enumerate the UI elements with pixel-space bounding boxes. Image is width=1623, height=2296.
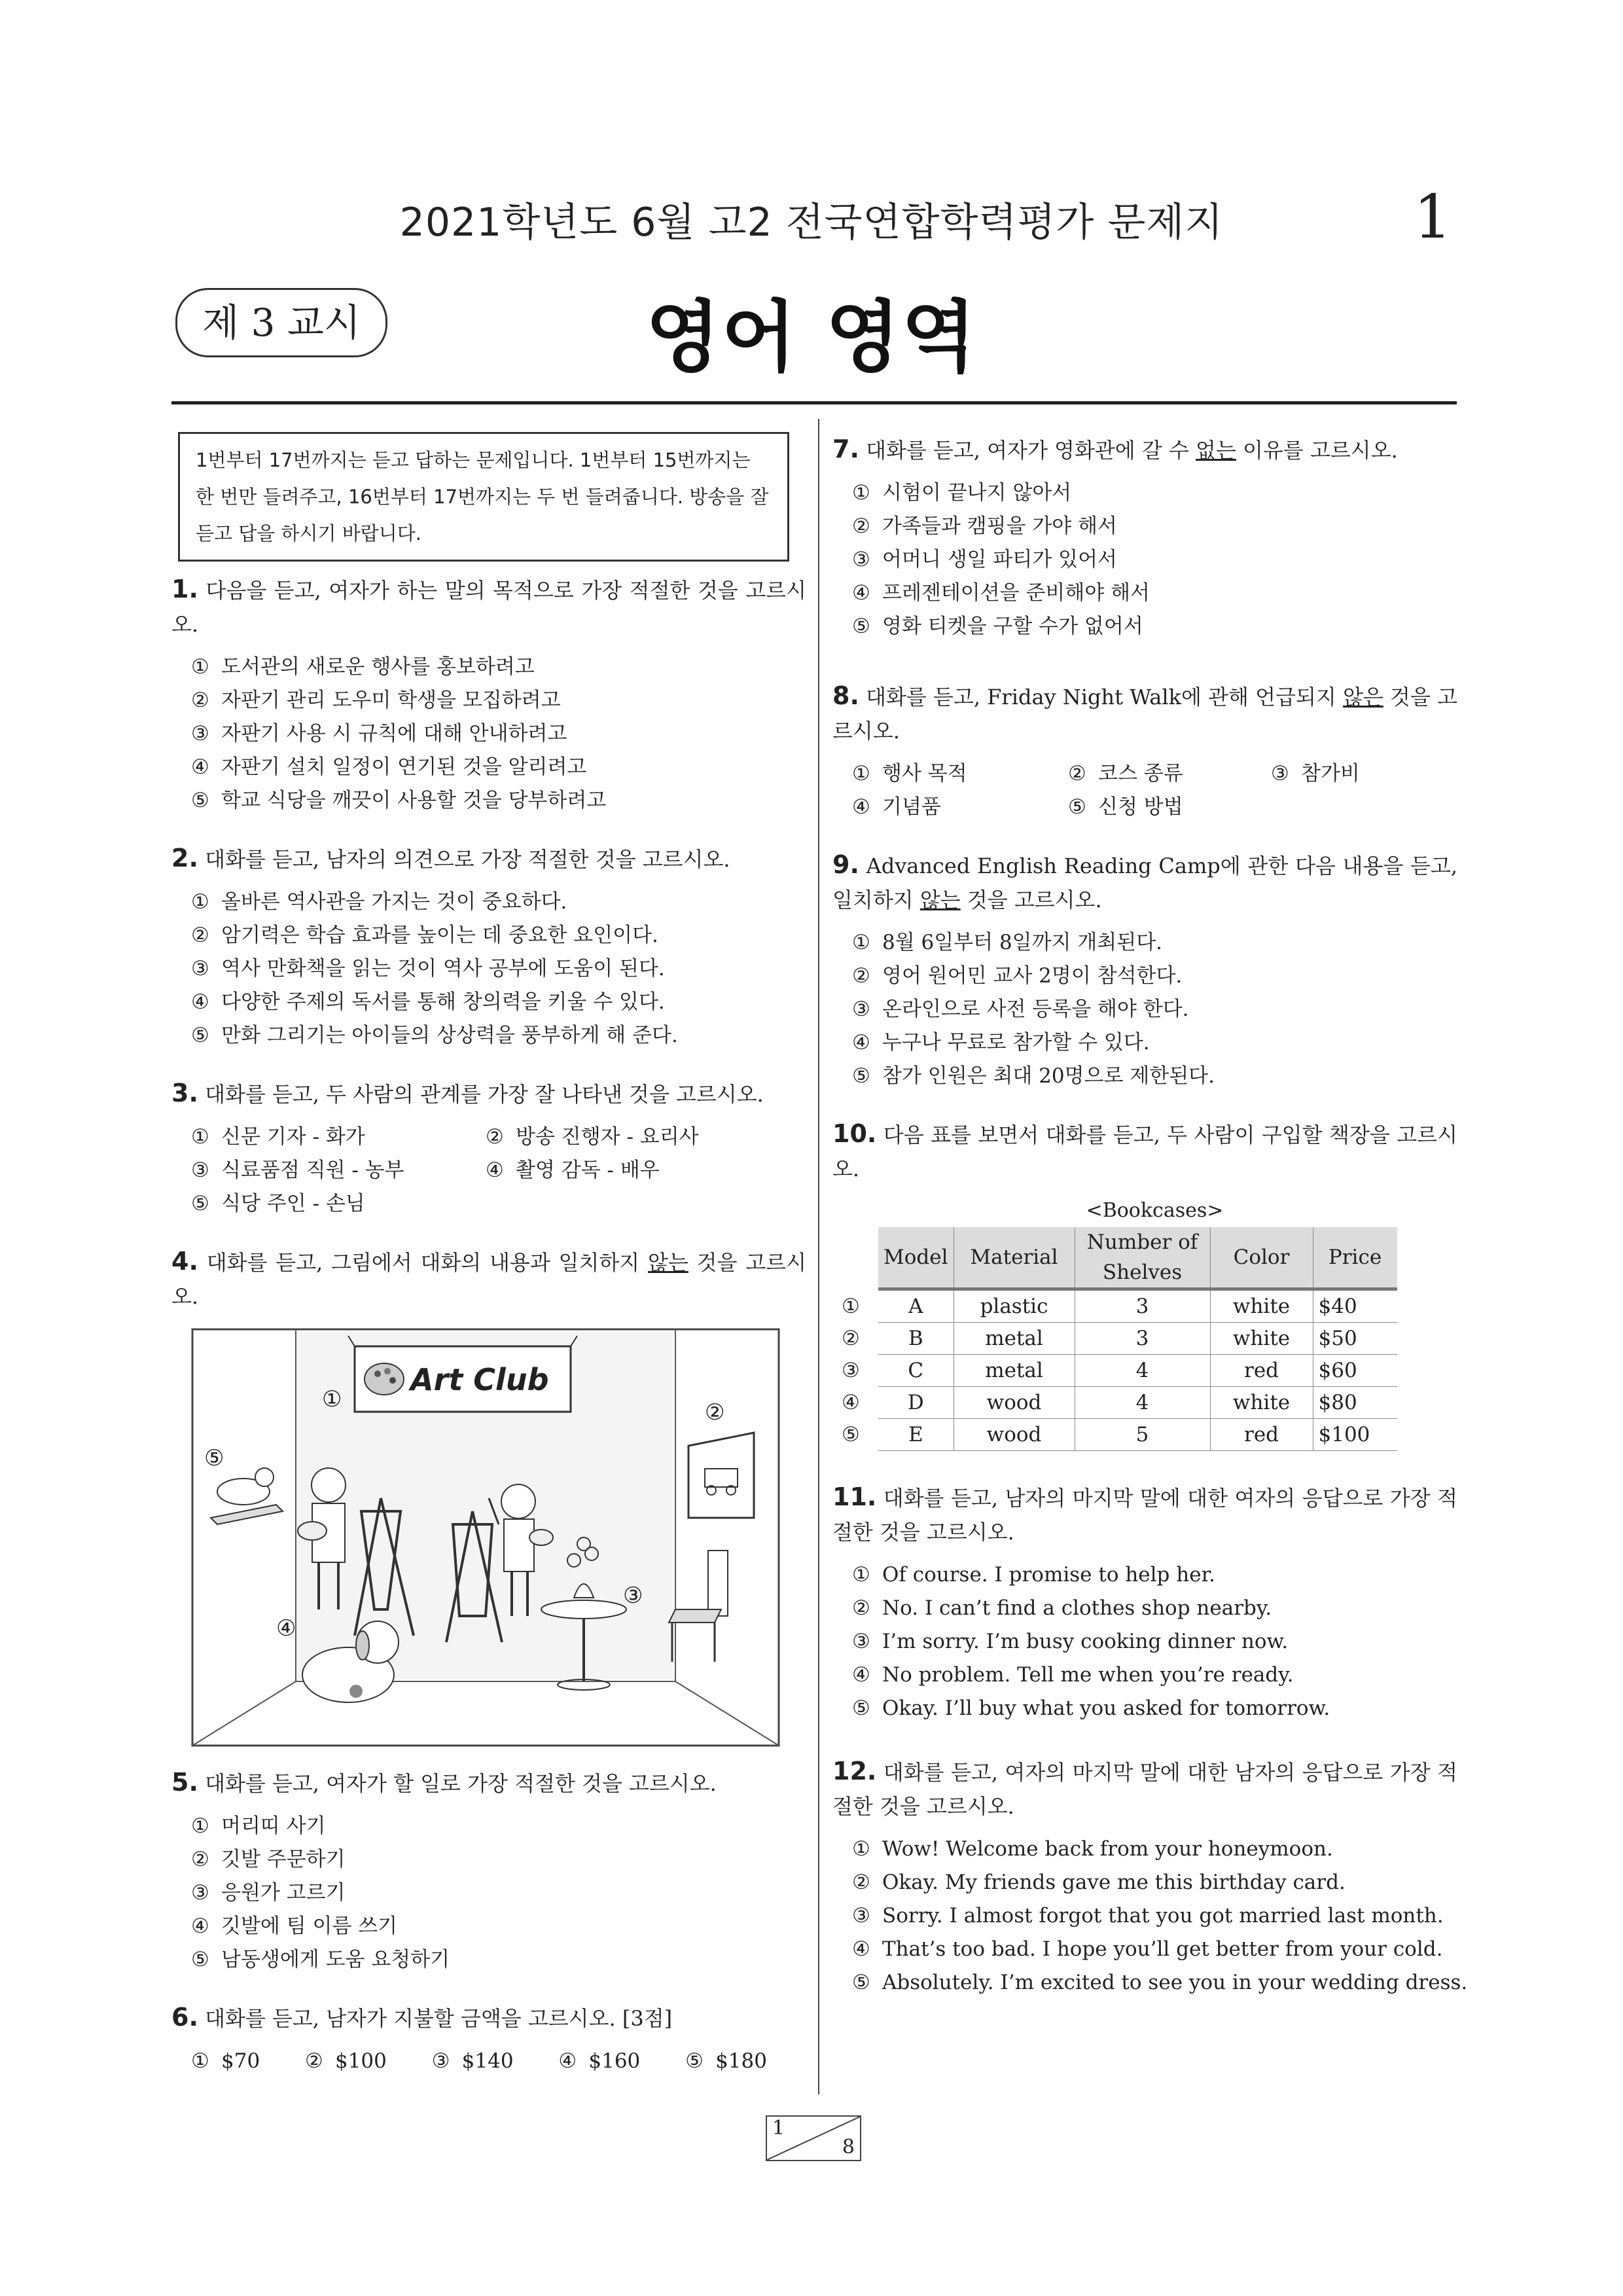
option-text: 응원가 고르기 bbox=[221, 1881, 346, 1905]
option-3[interactable] bbox=[191, 717, 806, 751]
question-8 bbox=[832, 679, 1457, 824]
row-marker: ② bbox=[842, 1327, 860, 1350]
option-marker: ④ bbox=[558, 2049, 577, 2073]
question-7 bbox=[832, 432, 1457, 643]
question-stem bbox=[832, 1117, 1457, 1186]
table-row[interactable] bbox=[878, 1289, 1397, 1323]
options bbox=[832, 926, 1457, 1093]
question-10 bbox=[832, 1117, 1457, 1451]
option-text: 신문 기자 - 화가 bbox=[221, 1125, 365, 1149]
option-text: No. I can’t find a clothes shop nearby. bbox=[882, 1596, 1272, 1620]
question-text-end: 이유를 고르시오. bbox=[1236, 438, 1398, 463]
option-marker: ② bbox=[852, 514, 870, 538]
option-text: 남동생에게 도움 요청하기 bbox=[221, 1948, 450, 1971]
question-text: 대화를 듣고, 여자의 마지막 말에 대한 남자의 응답으로 가장 적절한 것을 고르시오. bbox=[832, 1760, 1457, 1819]
option-marker: ④ bbox=[852, 581, 870, 605]
option-text: 올바른 역사관을 가지는 것이 중요하다. bbox=[221, 890, 567, 914]
option-2[interactable] bbox=[852, 510, 1457, 543]
option-text: Okay. I’ll buy what you asked for tomorrow. bbox=[882, 1696, 1330, 1720]
option-marker: ① bbox=[852, 1837, 870, 1861]
question-stem bbox=[832, 432, 1457, 467]
option-marker: ⑤ bbox=[852, 1064, 870, 1088]
option-5[interactable] bbox=[685, 2045, 767, 2078]
question-number: 11. bbox=[832, 1482, 877, 1511]
option-marker: ② bbox=[852, 1871, 870, 1894]
option-text: 코스 종류 bbox=[1098, 762, 1183, 785]
option-marker: ② bbox=[304, 2049, 323, 2073]
option-marker: ② bbox=[191, 1848, 209, 1871]
option-text: $100 bbox=[334, 2049, 387, 2073]
option-marker: ④ bbox=[191, 755, 209, 779]
table-title: <Bookcases> bbox=[1086, 1199, 1224, 1222]
subject-title: 영어 영역 bbox=[645, 292, 978, 382]
options bbox=[171, 2045, 767, 2078]
question-text: 대화를 듣고, 여자가 할 일로 가장 적절한 것을 고르시오. bbox=[205, 1771, 717, 1796]
option-marker: ④ bbox=[852, 1663, 870, 1687]
option-4[interactable] bbox=[852, 791, 1068, 824]
option-marker: ④ bbox=[852, 1937, 870, 1961]
option-text: 기념품 bbox=[882, 795, 941, 819]
option-marker: ① bbox=[852, 1563, 870, 1587]
question-4 bbox=[171, 1244, 806, 1749]
cell-price: $40 bbox=[1313, 1289, 1397, 1323]
right-column bbox=[832, 432, 1468, 2000]
option-marker: ① bbox=[191, 1814, 209, 1838]
underlined-word: 않는 bbox=[648, 1250, 688, 1275]
options bbox=[171, 1121, 806, 1221]
option-text: $160 bbox=[588, 2049, 641, 2073]
option-text: 만화 그리기는 아이들의 상상력을 풍부하게 해 준다. bbox=[221, 1024, 678, 1047]
art-club-picture bbox=[191, 1328, 780, 1747]
sign-text: Art Club bbox=[410, 1362, 549, 1397]
option-2[interactable] bbox=[191, 1843, 806, 1876]
option-1[interactable] bbox=[191, 651, 806, 684]
cell-color: white bbox=[1210, 1387, 1313, 1419]
header-price: Price bbox=[1313, 1227, 1397, 1289]
question-number: 8. bbox=[832, 681, 859, 710]
option-1[interactable] bbox=[852, 1833, 1457, 1866]
table-row[interactable] bbox=[878, 1355, 1397, 1387]
option-marker: ③ bbox=[191, 957, 209, 980]
total-pages: 8 bbox=[842, 2136, 855, 2159]
question-stem bbox=[171, 572, 806, 641]
cell-model bbox=[842, 1289, 954, 1323]
option-text: 영어 원어민 교사 2명이 참석한다. bbox=[882, 964, 1183, 988]
option-text: 깃발에 팀 이름 쓰기 bbox=[221, 1914, 398, 1938]
option-text: Okay. My friends gave me this birthday card. bbox=[882, 1871, 1346, 1894]
cell-model bbox=[842, 1355, 954, 1387]
question-12 bbox=[832, 1754, 1468, 2000]
row-marker: ① bbox=[842, 1295, 860, 1318]
option-marker: ④ bbox=[191, 990, 209, 1014]
option-5[interactable] bbox=[191, 1019, 806, 1052]
option-marker: ① bbox=[191, 890, 209, 914]
options bbox=[832, 1558, 1457, 1725]
question-text: 대화를 듣고, 남자가 지불할 금액을 고르시오. [3점] bbox=[205, 2006, 673, 2031]
option-marker: ④ bbox=[486, 1158, 504, 1182]
option-2[interactable] bbox=[852, 960, 1457, 993]
page-number: 1 bbox=[1414, 182, 1452, 252]
option-3[interactable] bbox=[1271, 757, 1454, 791]
option-5[interactable] bbox=[852, 1060, 1457, 1093]
option-marker: ② bbox=[1068, 762, 1086, 785]
option-marker: ① bbox=[852, 481, 870, 505]
cell-shelves: 5 bbox=[1075, 1419, 1210, 1451]
option-marker: ⑤ bbox=[1068, 795, 1086, 819]
cell-model bbox=[842, 1387, 954, 1419]
left-column bbox=[171, 432, 806, 2078]
option-marker: ② bbox=[486, 1125, 504, 1149]
current-page: 1 bbox=[772, 2117, 785, 2140]
option-4[interactable] bbox=[191, 986, 806, 1019]
option-marker: ③ bbox=[431, 2049, 450, 2073]
header-model: Model bbox=[878, 1227, 954, 1289]
option-text: 깃발 주문하기 bbox=[221, 1848, 346, 1871]
option-2[interactable] bbox=[486, 1121, 780, 1154]
option-1[interactable] bbox=[852, 926, 1457, 960]
cell-color: red bbox=[1210, 1355, 1313, 1387]
cell-price: $50 bbox=[1313, 1323, 1397, 1355]
question-3 bbox=[171, 1076, 806, 1221]
option-marker: ③ bbox=[191, 1881, 209, 1905]
option-3[interactable] bbox=[852, 1899, 1457, 1933]
option-text: 프레젠테이션을 준비해야 해서 bbox=[882, 581, 1150, 605]
option-text: 누구나 무료로 참가할 수 있다. bbox=[882, 1031, 1150, 1054]
option-marker: ③ bbox=[852, 1630, 870, 1653]
header-color: Color bbox=[1210, 1227, 1313, 1289]
question-text: 다음 표를 보면서 대화를 듣고, 두 사람이 구입할 책장을 고르시오. bbox=[832, 1122, 1457, 1181]
table-row[interactable] bbox=[878, 1387, 1397, 1419]
question-text: 대화를 듣고, 여자가 영화관에 갈 수 bbox=[866, 438, 1196, 463]
question-number: 12. bbox=[832, 1757, 877, 1785]
question-stem bbox=[171, 1244, 806, 1314]
question-stem bbox=[171, 841, 806, 876]
option-text: 암기력은 학습 효과를 높이는 데 중요한 요인이다. bbox=[221, 924, 658, 947]
option-text: 참가 인원은 최대 20명으로 제한된다. bbox=[882, 1064, 1215, 1088]
option-text: 학교 식당을 깨끗이 사용할 것을 당부하려고 bbox=[221, 789, 607, 812]
option-3[interactable] bbox=[852, 993, 1457, 1026]
option-3[interactable] bbox=[852, 543, 1457, 577]
option-marker: ⑤ bbox=[852, 1971, 870, 1994]
option-5[interactable] bbox=[191, 1943, 806, 1977]
question-text: 대화를 듣고, Friday Night Walk에 관해 언급되지 bbox=[866, 685, 1344, 709]
option-marker: ② bbox=[191, 924, 209, 947]
option-text: $140 bbox=[461, 2049, 514, 2073]
option-text: Sorry. I almost forgot that you got married last month. bbox=[882, 1904, 1444, 1928]
option-1[interactable] bbox=[191, 886, 806, 919]
option-text: 행사 목적 bbox=[882, 762, 967, 785]
question-text: 대화를 듣고, 남자의 의견으로 가장 적절한 것을 고르시오. bbox=[205, 847, 730, 872]
question-text-end: 것을 고르시오. bbox=[832, 685, 1457, 744]
cell-model bbox=[842, 1323, 954, 1355]
cell-material: wood bbox=[954, 1419, 1075, 1451]
options bbox=[171, 651, 806, 817]
option-5[interactable] bbox=[191, 1187, 486, 1221]
question-6 bbox=[171, 2000, 806, 2078]
options bbox=[171, 886, 806, 1052]
cell-model bbox=[842, 1419, 954, 1451]
option-4[interactable] bbox=[852, 1659, 1457, 1692]
option-marker: ④ bbox=[191, 1914, 209, 1938]
option-2[interactable] bbox=[191, 684, 806, 717]
question-number: 6. bbox=[171, 2003, 198, 2032]
cell-value: E bbox=[908, 1423, 923, 1446]
option-3[interactable] bbox=[191, 1154, 486, 1187]
option-text: 참가비 bbox=[1301, 762, 1360, 785]
cell-shelves: 4 bbox=[1075, 1387, 1210, 1419]
option-text: 시험이 끝나지 않아서 bbox=[882, 481, 1072, 505]
question-number: 1. bbox=[171, 575, 198, 603]
question-9 bbox=[832, 848, 1457, 1093]
option-text: $70 bbox=[221, 2049, 260, 2073]
option-text: 어머니 생일 파티가 있어서 bbox=[882, 548, 1117, 571]
option-text: 신청 방법 bbox=[1098, 795, 1183, 819]
options bbox=[832, 757, 1457, 824]
option-text: 8월 6일부터 8일까지 개최된다. bbox=[882, 931, 1162, 954]
option-marker: ① bbox=[852, 931, 870, 954]
cell-shelves: 3 bbox=[1075, 1323, 1210, 1355]
cell-value: B bbox=[908, 1327, 923, 1350]
question-text: 대화를 듣고, 두 사람의 관계를 가장 잘 나타낸 것을 고르시오. bbox=[205, 1082, 764, 1107]
row-marker: ④ bbox=[842, 1391, 860, 1414]
cell-material: plastic bbox=[954, 1289, 1075, 1323]
option-4[interactable] bbox=[852, 1026, 1457, 1060]
question-stem bbox=[832, 848, 1457, 917]
marker-5: ⑤ bbox=[204, 1445, 224, 1471]
cell-material: metal bbox=[954, 1355, 1075, 1387]
question-stem bbox=[171, 1765, 806, 1801]
question-text: 다음을 듣고, 여자가 하는 말의 목적으로 가장 적절한 것을 고르시오. bbox=[171, 578, 807, 637]
option-marker: ① bbox=[852, 762, 870, 785]
option-marker: ③ bbox=[191, 1158, 209, 1182]
option-3[interactable] bbox=[191, 1876, 806, 1910]
option-text: 영화 티켓을 구할 수가 없어서 bbox=[882, 615, 1143, 638]
cell-price: $60 bbox=[1313, 1355, 1397, 1387]
question-text: 대화를 듣고, 남자의 마지막 말에 대한 여자의 응답으로 가장 적절한 것을 고르시오. bbox=[832, 1486, 1457, 1545]
exam-title: 2021학년도 6월 고2 전국연합학력평가 문제지 bbox=[399, 200, 1224, 245]
question-number: 10. bbox=[832, 1119, 877, 1148]
marker-3: ③ bbox=[623, 1583, 643, 1609]
option-text: 다양한 주제의 독서를 통해 창의력을 키울 수 있다. bbox=[221, 990, 665, 1014]
marker-1: ① bbox=[322, 1386, 342, 1412]
option-text: 자판기 사용 시 규칙에 대해 안내하려고 bbox=[221, 722, 567, 745]
option-marker: ④ bbox=[852, 795, 870, 819]
question-text: 대화를 듣고, 그림에서 대화의 내용과 일치하지 bbox=[206, 1250, 649, 1275]
table-header-row bbox=[878, 1227, 1397, 1289]
option-4[interactable] bbox=[486, 1154, 780, 1187]
option-4[interactable] bbox=[191, 1910, 806, 1943]
option-4[interactable] bbox=[191, 751, 806, 784]
option-5[interactable] bbox=[852, 610, 1457, 643]
question-number: 4. bbox=[171, 1247, 198, 1276]
option-text: $180 bbox=[715, 2049, 767, 2073]
option-text: No problem. Tell me when you’re ready. bbox=[882, 1663, 1294, 1687]
question-text-end: 것을 고르시오. bbox=[171, 1250, 807, 1309]
question-stem bbox=[832, 1480, 1457, 1549]
option-marker: ③ bbox=[852, 997, 870, 1021]
option-marker: ① bbox=[191, 2049, 209, 2073]
question-stem bbox=[832, 1754, 1457, 1823]
question-stem bbox=[171, 1076, 806, 1111]
option-text: Of course. I promise to help her. bbox=[882, 1563, 1215, 1587]
option-marker: ⑤ bbox=[852, 1696, 870, 1720]
cell-color: white bbox=[1210, 1289, 1313, 1323]
period-badge: 제 3 교시 bbox=[175, 288, 387, 357]
cell-shelves: 3 bbox=[1075, 1289, 1210, 1323]
option-marker: ⑤ bbox=[685, 2049, 704, 2073]
option-5[interactable] bbox=[1068, 791, 1271, 824]
cell-value: D bbox=[907, 1391, 924, 1414]
option-marker: ② bbox=[852, 964, 870, 988]
row-marker: ⑤ bbox=[842, 1423, 860, 1446]
cell-color: white bbox=[1210, 1323, 1313, 1355]
header-shelves: Number of Shelves bbox=[1075, 1227, 1210, 1289]
option-text: 자판기 관리 도우미 학생을 모집하려고 bbox=[221, 689, 561, 712]
cell-shelves: 4 bbox=[1075, 1355, 1210, 1387]
option-marker: ⑤ bbox=[191, 1948, 209, 1971]
option-marker: ⑤ bbox=[191, 1024, 209, 1047]
option-marker: ④ bbox=[852, 1031, 870, 1054]
options bbox=[832, 1833, 1468, 2000]
option-2[interactable] bbox=[191, 919, 806, 952]
row-marker: ③ bbox=[842, 1359, 860, 1382]
options bbox=[171, 1810, 806, 1977]
option-marker: ① bbox=[191, 655, 209, 679]
option-marker: ② bbox=[191, 689, 209, 712]
option-marker: ③ bbox=[852, 548, 870, 571]
option-marker: ⑤ bbox=[852, 615, 870, 638]
option-2[interactable] bbox=[852, 1592, 1457, 1625]
header-rule bbox=[171, 401, 1457, 404]
question-number: 9. bbox=[832, 850, 859, 879]
question-11 bbox=[832, 1480, 1457, 1725]
question-stem bbox=[832, 679, 1457, 748]
option-5[interactable] bbox=[191, 784, 806, 817]
option-text: 머리띠 사기 bbox=[221, 1814, 326, 1838]
options bbox=[832, 476, 1457, 643]
option-text: 가족들과 캠핑을 가야 해서 bbox=[882, 514, 1117, 538]
question-number: 5. bbox=[171, 1768, 198, 1797]
option-2[interactable] bbox=[305, 2045, 387, 2078]
question-number: 2. bbox=[171, 844, 198, 872]
option-1[interactable] bbox=[852, 1558, 1457, 1592]
cell-material: metal bbox=[954, 1323, 1075, 1355]
option-3[interactable] bbox=[852, 1625, 1457, 1659]
question-text: Advanced English Reading Camp에 관한 다음 내용을 듣고, 일치하지 bbox=[832, 853, 1457, 912]
option-5[interactable] bbox=[852, 1692, 1457, 1725]
question-2 bbox=[171, 841, 806, 1052]
option-marker: ② bbox=[852, 1596, 870, 1620]
underlined-word: 않은 bbox=[1343, 685, 1383, 709]
option-1[interactable] bbox=[191, 1810, 806, 1843]
option-text: Wow! Welcome back from your honeymoon. bbox=[882, 1837, 1333, 1861]
question-number: 7. bbox=[832, 435, 859, 463]
option-5[interactable] bbox=[852, 1966, 1468, 2000]
option-4[interactable] bbox=[852, 1933, 1457, 1966]
option-marker: ③ bbox=[852, 1904, 870, 1928]
option-1[interactable] bbox=[852, 476, 1457, 510]
option-3[interactable] bbox=[432, 2045, 514, 2078]
option-text: 자판기 설치 일정이 연기된 것을 알리려고 bbox=[221, 755, 587, 779]
table-row[interactable] bbox=[878, 1419, 1397, 1451]
option-text: 식당 주인 - 손님 bbox=[221, 1192, 365, 1215]
option-marker: ③ bbox=[191, 722, 209, 745]
page-indicator bbox=[766, 2115, 861, 2161]
underlined-word: 않는 bbox=[919, 888, 961, 912]
marker-4: ④ bbox=[276, 1615, 296, 1641]
option-text: I’m sorry. I’m busy cooking dinner now. bbox=[882, 1630, 1289, 1653]
option-1[interactable] bbox=[852, 757, 1068, 791]
underlined-word: 없는 bbox=[1196, 438, 1236, 463]
question-5 bbox=[171, 1765, 806, 1977]
option-marker: ① bbox=[191, 1125, 209, 1149]
cell-value: C bbox=[908, 1359, 924, 1382]
option-text: 촬영 감독 - 배우 bbox=[516, 1158, 660, 1182]
table-row[interactable] bbox=[878, 1323, 1397, 1355]
option-marker: ⑤ bbox=[191, 789, 209, 812]
option-4[interactable] bbox=[852, 577, 1457, 610]
bookcase-table bbox=[842, 1227, 1397, 1451]
option-text: 온라인으로 사전 등록을 해야 한다. bbox=[882, 997, 1189, 1021]
cell-value: A bbox=[908, 1295, 923, 1318]
cell-price: $100 bbox=[1313, 1419, 1397, 1451]
marker-2: ② bbox=[705, 1399, 725, 1426]
option-text: Absolutely. I’m excited to see you in your wedding dress. bbox=[882, 1971, 1468, 1994]
cell-color: red bbox=[1210, 1419, 1313, 1451]
option-marker: ③ bbox=[1271, 762, 1289, 785]
option-3[interactable] bbox=[191, 952, 806, 986]
column-divider bbox=[818, 419, 819, 2094]
cell-material: wood bbox=[954, 1387, 1075, 1419]
option-text: 식료품점 직원 - 농부 bbox=[221, 1158, 404, 1182]
listening-notice: 1번부터 17번까지는 듣고 답하는 문제입니다. 1번부터 15번까지는 한 번만 들려주고, 16번부터 17번까지는 두 번 들려줍니다. 방송을 잘 듣고 답을 하시기 바랍니다. bbox=[178, 432, 789, 562]
question-stem bbox=[171, 2000, 806, 2036]
option-1[interactable] bbox=[191, 1121, 486, 1154]
option-marker: ⑤ bbox=[191, 1192, 209, 1215]
option-text: 방송 진행자 - 요리사 bbox=[516, 1125, 699, 1149]
cell-price: $80 bbox=[1313, 1387, 1397, 1419]
option-4[interactable] bbox=[558, 2045, 640, 2078]
option-2[interactable] bbox=[1068, 757, 1271, 791]
option-text: That’s too bad. I hope you’ll get better from your cold. bbox=[882, 1937, 1443, 1961]
option-text: 도서관의 새로운 행사를 홍보하려고 bbox=[221, 655, 535, 679]
option-1[interactable] bbox=[191, 2045, 260, 2078]
option-2[interactable] bbox=[852, 1866, 1457, 1899]
question-number: 3. bbox=[171, 1079, 198, 1107]
option-text: 역사 만화책을 읽는 것이 역사 공부에 도움이 된다. bbox=[221, 957, 665, 980]
question-text-end: 것을 고르시오. bbox=[960, 888, 1102, 912]
question-1 bbox=[171, 572, 806, 817]
header-material: Material bbox=[954, 1227, 1075, 1289]
